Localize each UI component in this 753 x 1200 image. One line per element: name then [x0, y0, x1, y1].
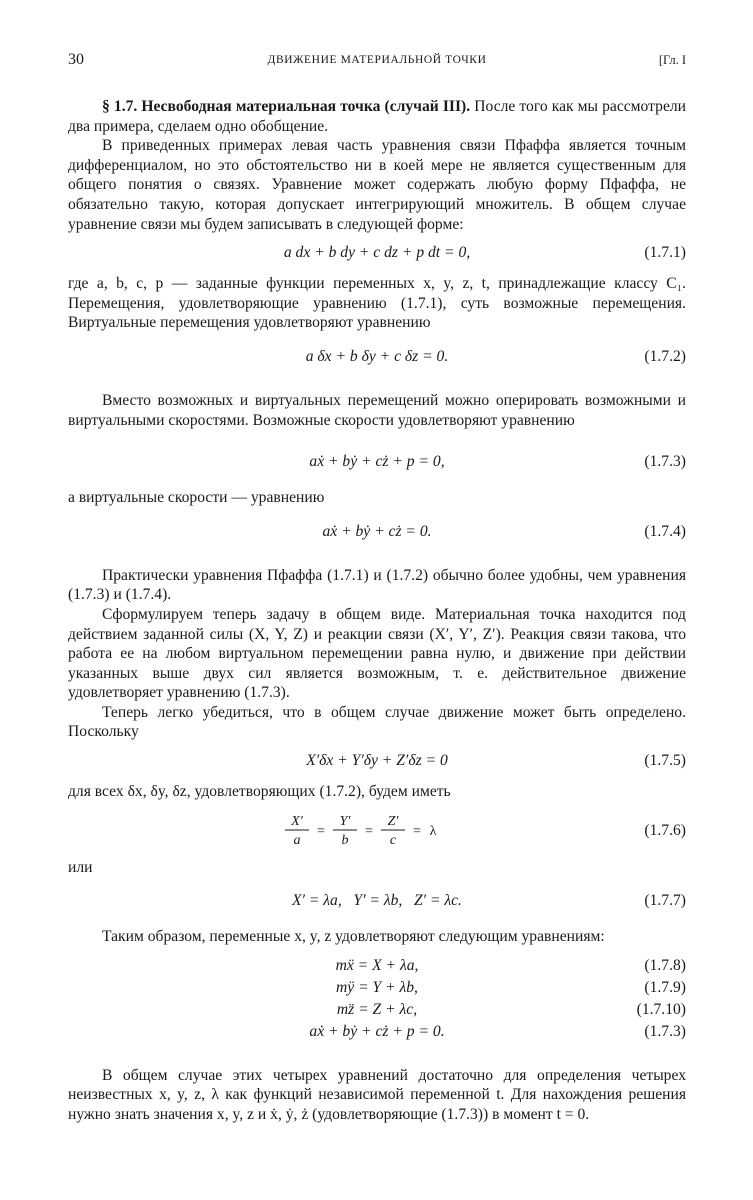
fraction-denominator: c	[389, 832, 397, 848]
paragraph: где a, b, c, p — заданные функции переменных x, y, z, t, принадлежащие классу C₁. Перемещения, удовлетворяющие уравнению (1.7.1), суть возможные перемещения. Виртуальные перемещения удовлетворяют уравнению	[68, 275, 686, 332]
paragraph: для всех δx, δy, δz, удовлетворяющих (1.7.2), будем иметь	[68, 783, 451, 801]
equation-formula: a dx + b dy + c dz + p dt = 0,	[283, 244, 471, 262]
equation-number: (1.7.8)	[644, 956, 686, 974]
equation-number: (1.7.2)	[644, 347, 686, 365]
paragraph: Вместо возможных и виртуальных перемещений можно оперировать возможными и виртуальными скоростями. Возможные скорости удовлетворяют уравнению	[68, 391, 686, 429]
equation-formula: aẋ + bẏ + cż = 0.	[322, 522, 432, 540]
equation	[68, 522, 686, 544]
paragraph: Сформулируем теперь задачу в общем виде. Материальная точка находится под действием заданной силы (X, Y, Z) и реакции связи (X′, Y′, Z′). Реакция связи такова, что работа ее на любом виртуальном перемещении равна нулю, и движение при действии указанных выше двух сил является возможным, т. е. действительное движение удовлетворяет уравнению (1.7.3).	[68, 605, 686, 702]
equation-number: (1.7.4)	[644, 522, 686, 540]
equation-formula: mẍ = X + λa,	[335, 956, 419, 974]
chapter-label: [Гл. I	[658, 53, 686, 67]
equation-number: (1.7.6)	[644, 821, 686, 839]
equation	[68, 1022, 686, 1044]
equation-number: (1.7.3)	[644, 453, 686, 471]
equals-sign: =	[365, 823, 373, 839]
fraction-numerator: Z′	[387, 813, 399, 829]
paragraph: В общем случае этих четырех уравнений достаточно для определения четырех неизвестных x, y, z, λ как функций независимой переменной t. Для нахождения решения нужно знать значения x, y, z и ẋ, ẏ, ż (удовлетворяющие (1.7.3)) в момент t = 0.	[68, 1066, 686, 1124]
book-page	[68, 50, 686, 1125]
equation-number: (1.7.10)	[636, 1000, 686, 1018]
equation-formula: X′δx + Y′δy + Z′δz = 0	[306, 752, 448, 770]
equation-number: (1.7.7)	[644, 892, 686, 910]
equation-formula: mz̈ = Z + λc,	[336, 1000, 418, 1018]
paragraph: Таким образом, переменные x, y, z удовлетворяют следующим уравнениям:	[102, 928, 605, 946]
paragraph: а виртуальные скорости — уравнению	[68, 489, 325, 507]
page-number: 30	[68, 51, 84, 68]
paragraph: или	[68, 858, 93, 876]
section-heading: § 1.7. Несвободная материальная точка (случай III).	[102, 98, 471, 115]
equation-formula: aẋ + bẏ + cż + p = 0,	[309, 453, 445, 471]
paragraph: Теперь легко убедиться, что в общем случае движение может быть определено. Поскольку	[68, 703, 686, 741]
equation-formula: mÿ = Y + λb,	[336, 978, 418, 996]
equation-number: (1.7.3)	[644, 1022, 686, 1040]
paragraph	[68, 97, 686, 136]
equals-sign: =	[413, 823, 421, 839]
equation	[68, 452, 686, 474]
equation-number: (1.7.5)	[644, 752, 686, 770]
lambda-symbol: λ	[429, 823, 437, 839]
equation	[68, 751, 686, 773]
equation-number: (1.7.9)	[644, 978, 686, 996]
equation	[68, 347, 686, 369]
equation	[68, 956, 686, 978]
equation-formula: a δx + b δy + c δz = 0.	[305, 347, 449, 365]
equation	[68, 978, 686, 1000]
equation-formula: aẋ + bẏ + cż + p = 0.	[309, 1022, 445, 1040]
equals-sign: =	[317, 823, 325, 839]
paragraph-text: После того как мы рассмотрели два примера, сделаем одно обобщение.	[68, 98, 686, 135]
equation-formula: X′ = λa, Y′ = λb, Z′ = λc.	[292, 892, 462, 910]
paragraph: В приведенных примерах левая часть уравнения связи Пфаффа является точным дифференциалом, но это обстоятельство ни в коей мере не является существенным для общего понятия о связях. Уравнение может содержать любую форму Пфаффа, не обязательно такую, которая допускает интегрирующий множитель. В общем случае уравнение связи мы будем записывать в следующей форме:	[68, 137, 686, 233]
equation-number: (1.7.1)	[644, 244, 686, 262]
running-title: ДВИЖЕНИЕ МАТЕРИАЛЬНОЙ ТОЧКИ	[267, 54, 487, 66]
fraction-numerator: X′	[291, 813, 303, 829]
page-header	[68, 50, 686, 72]
equation	[68, 891, 686, 913]
equation	[68, 1000, 686, 1022]
equation	[68, 243, 686, 265]
fraction-denominator: b	[341, 832, 349, 848]
paragraph: Практически уравнения Пфаффа (1.7.1) и (1.7.2) обычно более удобны, чем уравнения (1.7.3) и (1.7.4).	[68, 566, 686, 604]
fraction-equation	[277, 811, 477, 849]
fraction-numerator: Y′	[339, 813, 351, 829]
fraction-denominator: a	[293, 832, 301, 848]
equation	[68, 811, 686, 849]
